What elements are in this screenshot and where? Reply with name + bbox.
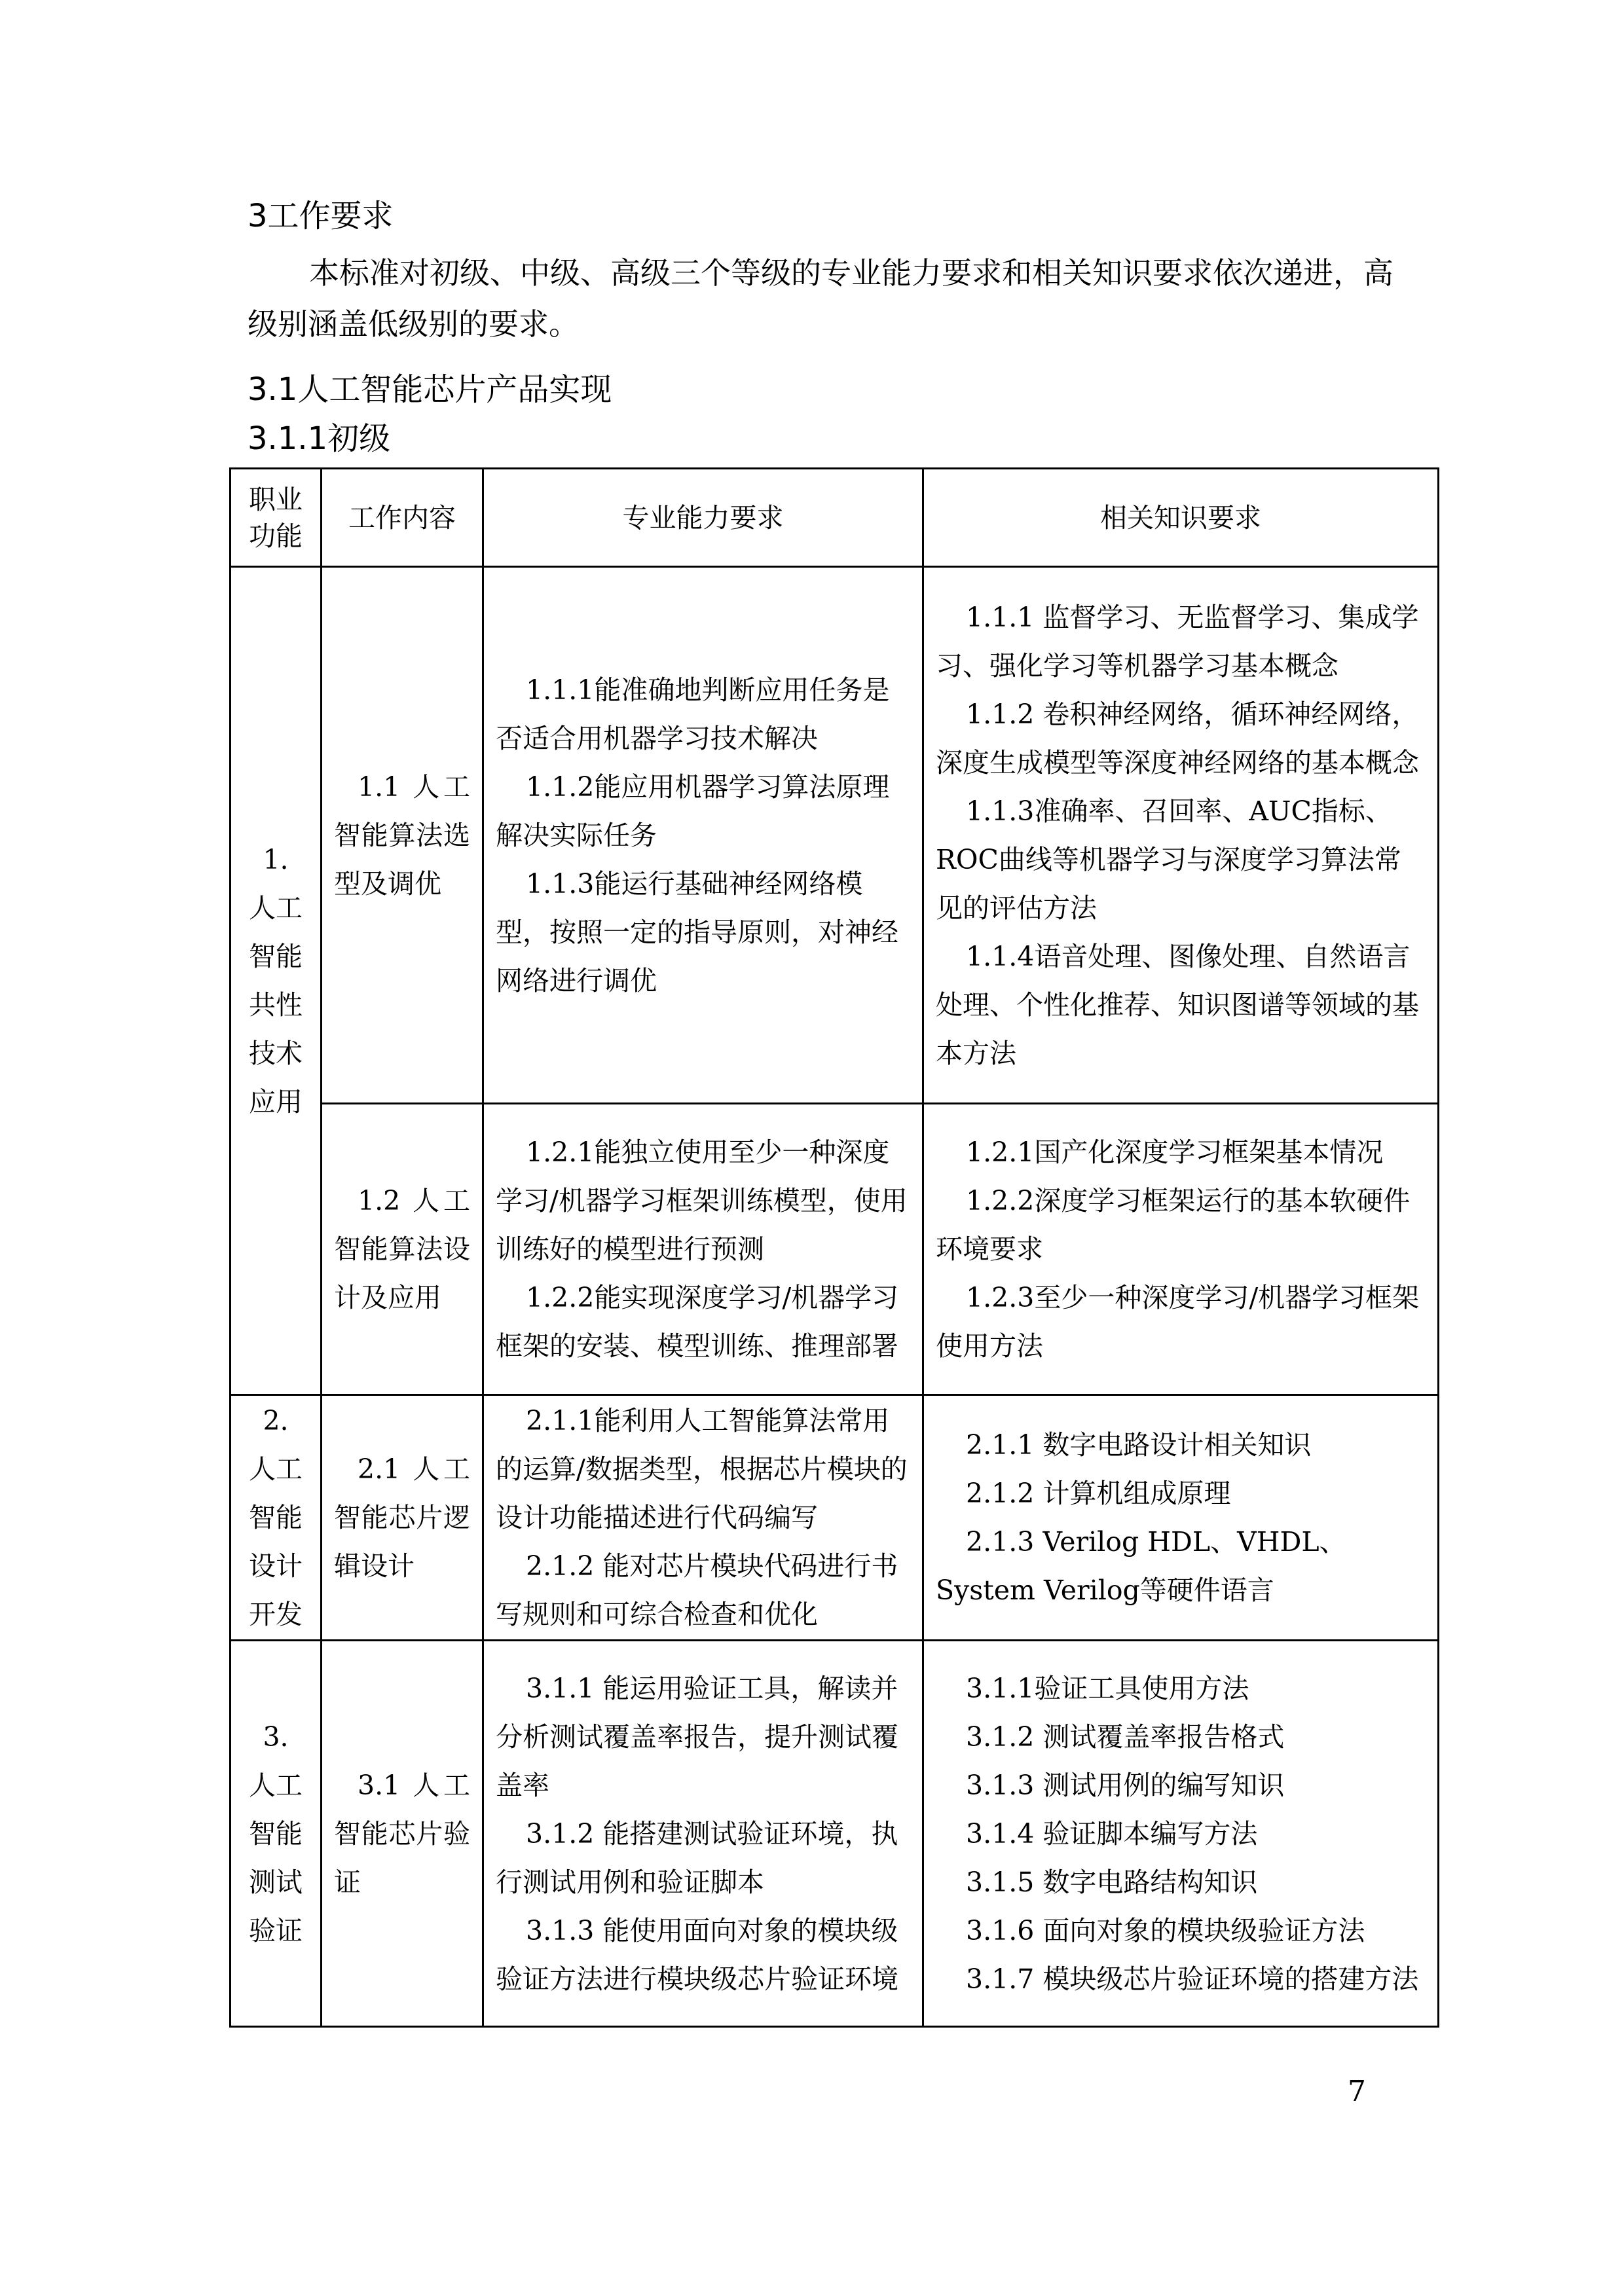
work-content-cell xyxy=(322,567,483,1104)
function-line: 技术 xyxy=(249,1038,303,1069)
ability-cell xyxy=(483,1104,923,1395)
function-line: 设计 xyxy=(249,1550,303,1582)
knowledge-item: 2.1.1 数字电路设计相关知识 xyxy=(966,1429,1312,1461)
ability-cell xyxy=(483,1395,923,1641)
work-content-cell xyxy=(322,1641,483,2027)
subsubsection-title: 3.1.1初级 xyxy=(248,420,391,457)
knowledge-cell xyxy=(923,567,1439,1104)
knowledge-item: 3.1.5 数字电路结构知识 xyxy=(966,1866,1258,1898)
ability-item: 2.1.2 能对芯片模块代码进行书写规则和可综合检查和优化 xyxy=(496,1550,898,1630)
table-row xyxy=(231,1104,1439,1395)
ability-item: 2.1.1能利用人工智能算法常用的运算/数据类型，根据芯片模块的设计功能描述进行代码编写 xyxy=(496,1405,908,1533)
subsection-title: 3.1人工智能芯片产品实现 xyxy=(248,371,612,408)
table-row xyxy=(231,1395,1439,1641)
function-line: 3. xyxy=(263,1721,289,1753)
function-line: 2. xyxy=(263,1405,289,1436)
knowledge-item: 1.2.1国产化深度学习框架基本情况 xyxy=(966,1137,1384,1168)
ability-item: 1.1.2能应用机器学习算法原理解决实际任务 xyxy=(496,771,890,851)
function-cell xyxy=(231,1395,322,1641)
function-line: 人工 xyxy=(249,1769,303,1801)
knowledge-item: 3.1.4 验证脚本编写方法 xyxy=(966,1817,1258,1850)
knowledge-item: 3.1.2 测试覆盖率报告格式 xyxy=(966,1721,1285,1753)
ability-item: 3.1.1 能运用验证工具，解读并分析测试覆盖率报告，提升测试覆盖率 xyxy=(496,1672,898,1801)
section-title: 3工作要求 xyxy=(248,198,394,234)
work-content-text: 3.1 人工智能芯片验证 xyxy=(334,1769,470,1898)
header-function-line1: 职业 xyxy=(249,483,303,515)
table-row xyxy=(231,1641,1439,2027)
knowledge-item: 1.1.2 卷积神经网络，循环神经网络，深度生成模型等深度神经网络的基本概念 xyxy=(936,698,1419,778)
ability-cell xyxy=(483,567,923,1104)
knowledge-item: 1.2.2深度学习框架运行的基本软硬件环境要求 xyxy=(936,1185,1411,1265)
table-header-row xyxy=(231,469,1439,567)
knowledge-cell xyxy=(923,1104,1439,1395)
function-line: 共性 xyxy=(249,989,303,1021)
function-line: 应用 xyxy=(249,1086,303,1118)
ability-item: 1.2.2能实现深度学习/机器学习框架的安装、模型训练、推理部署 xyxy=(496,1282,899,1362)
knowledge-item: 1.1.3准确率、召回率、AUC指标、ROC曲线等机器学习与深度学习算法常见的评估方法 xyxy=(936,795,1401,924)
header-knowledge: 相关知识要求 xyxy=(923,469,1439,567)
knowledge-item: 3.1.3 测试用例的编写知识 xyxy=(966,1769,1285,1801)
knowledge-item: 2.1.3 Verilog HDL、VHDL、System Verilog等硬件语言 xyxy=(936,1526,1346,1606)
section-intro: 本标准对初级、中级、高级三个等级的专业能力要求和相关知识要求依次递进，高级别涵盖低级别的要求。 xyxy=(248,255,1393,342)
function-line: 1. xyxy=(263,844,289,875)
knowledge-item: 3.1.7 模块级芯片验证环境的搭建方法 xyxy=(966,1963,1419,1995)
header-ability: 专业能力要求 xyxy=(483,469,923,567)
table-row xyxy=(231,567,1439,1104)
knowledge-item: 1.1.4语音处理、图像处理、自然语言处理、个性化推荐、知识图谱等领域的基本方法 xyxy=(936,940,1419,1069)
function-line: 人工 xyxy=(249,892,303,924)
ability-item: 1.2.1能独立使用至少一种深度学习/机器学习框架训练模型，使用训练好的模型进行预测 xyxy=(496,1137,908,1265)
knowledge-item: 3.1.1验证工具使用方法 xyxy=(966,1672,1249,1704)
function-line: 人工 xyxy=(249,1453,303,1485)
function-line: 开发 xyxy=(249,1599,303,1630)
function-cell xyxy=(231,1641,322,2027)
knowledge-cell xyxy=(923,1641,1439,2027)
function-line: 智能 xyxy=(249,941,303,972)
work-content-text: 1.2 人工智能算法设计及应用 xyxy=(334,1185,470,1313)
function-cell xyxy=(231,567,322,1395)
function-line: 验证 xyxy=(249,1914,303,1946)
function-line: 测试 xyxy=(249,1866,303,1898)
work-content-cell xyxy=(322,1104,483,1395)
knowledge-item: 1.2.3至少一种深度学习/机器学习框架使用方法 xyxy=(936,1282,1420,1362)
ability-item: 3.1.3 能使用面向对象的模块级验证方法进行模块级芯片验证环境 xyxy=(496,1914,898,1995)
knowledge-item: 2.1.2 计算机组成原理 xyxy=(966,1478,1231,1509)
ability-cell xyxy=(483,1641,923,2027)
knowledge-cell xyxy=(923,1395,1439,1641)
page-number: 7 xyxy=(1348,2075,1366,2108)
ability-item: 3.1.2 能搭建测试验证环境，执行测试用例和验证脚本 xyxy=(496,1817,898,1898)
header-function-line2: 功能 xyxy=(249,520,303,552)
work-content-text: 1.1 人工智能算法选型及调优 xyxy=(334,771,470,900)
requirements-table xyxy=(229,467,1439,2028)
knowledge-item: 1.1.1 监督学习、无监督学习、集成学习、强化学习等机器学习基本概念 xyxy=(936,601,1419,682)
ability-item: 1.1.3能运行基础神经网络模型，按照一定的指导原则，对神经网络进行调优 xyxy=(496,867,898,996)
header-work: 工作内容 xyxy=(322,469,483,567)
ability-item: 1.1.1能准确地判断应用任务是否适合用机器学习技术解决 xyxy=(496,674,890,754)
knowledge-item: 3.1.6 面向对象的模块级验证方法 xyxy=(966,1914,1365,1946)
function-line: 智能 xyxy=(249,1502,303,1533)
function-line: 智能 xyxy=(249,1817,303,1850)
work-content-cell xyxy=(322,1395,483,1641)
header-function xyxy=(231,469,322,567)
work-content-text: 2.1 人工智能芯片逻辑设计 xyxy=(334,1453,470,1582)
